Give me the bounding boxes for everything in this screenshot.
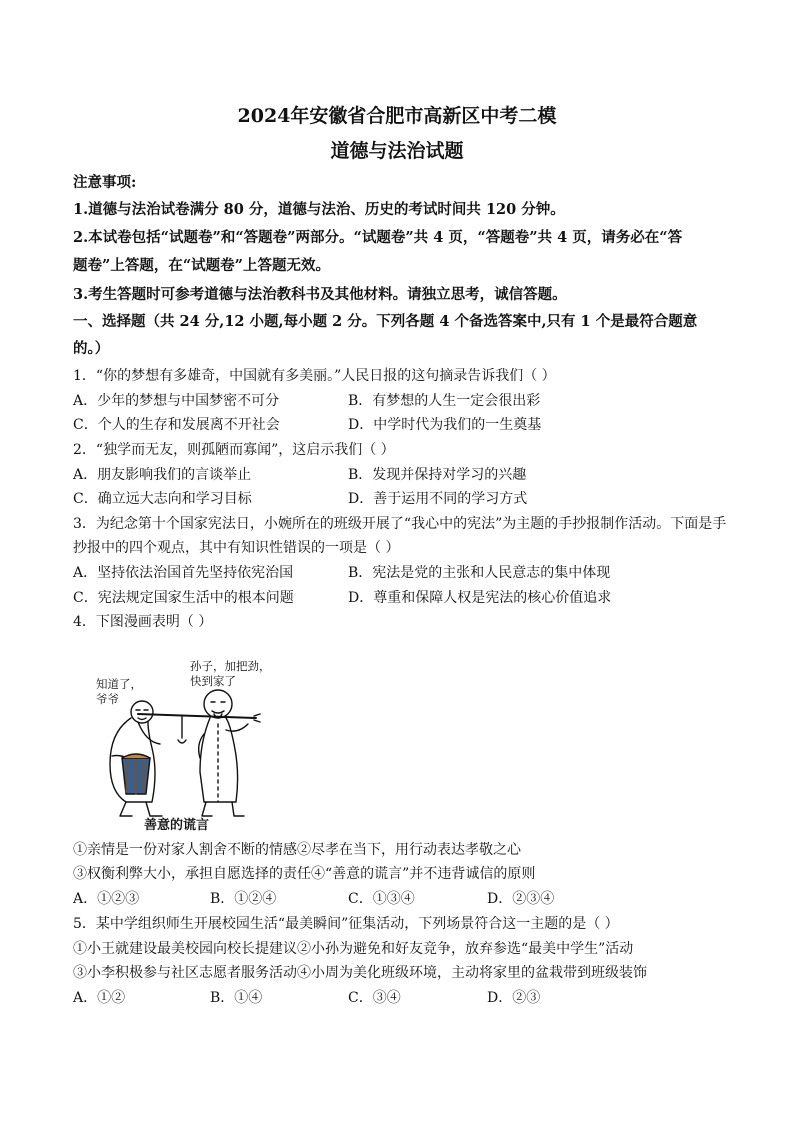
q1-option-a: A．少年的梦想与中国梦密不可分 — [73, 393, 280, 409]
q5-option-c: C．③④ — [348, 990, 401, 1006]
q1-option-c: C．个人的生存和发展离不开社会 — [73, 417, 280, 433]
exam-title: 2024年安徽省合肥市高新区中考二模 — [237, 105, 557, 127]
q4-option-c: C．①③④ — [348, 891, 415, 907]
q1-option-d: D．中学时代为我们的一生奠基 — [348, 417, 542, 433]
q4-statement-2: ③权衡利弊大小，承担自愿选择的责任④“善意的谎言”并不违背诚信的原则 — [73, 866, 536, 882]
cartoon-speech-grandson: 知道了， 爷爷 — [96, 677, 142, 706]
q2-option-a: A．朋友影响我们的言谈举止 — [73, 467, 252, 483]
q5-stem: 5．某中学组织师生开展校园生活“最美瞬间”征集活动，下列场景符合这一主题的是（ ） — [73, 916, 619, 932]
section-heading: 一、选择题（共 24 分,12 小题,每小题 2 分。下列各题 4 个备选答案中,只有 1 个是最符合题意 — [73, 313, 698, 330]
q2-option-d: D．善于运用不同的学习方式 — [348, 491, 528, 507]
notice-item-1: 1.道德与法治试卷满分 80 分，道德与法治、历史的考试时间共 120 分钟。 — [73, 201, 565, 218]
q5-option-a: A．①② — [73, 990, 126, 1006]
q4-option-d: D．②③④ — [487, 891, 555, 907]
q3-option-b: B．宪法是党的主张和人民意志的集中体现 — [348, 565, 611, 581]
q3-option-d: D．尊重和保障人权是宪法的核心价值追求 — [348, 590, 612, 606]
notice-item-2-cont: 题卷”上答题，在“试题卷”上答题无效。 — [73, 257, 331, 274]
q1-option-b: B．有梦想的人生一定会很出彩 — [348, 393, 541, 409]
cartoon-speech-grandpa: 孙子，加把劲， 快到家了 — [190, 659, 271, 688]
notice-item-2: 2.本试卷包括“试题卷”和“答题卷”两部分。“试题卷”共 4 页，“答题卷”共 4 页，请务必在“答 — [73, 229, 683, 246]
q2-option-c: C．确立远大志向和学习目标 — [73, 491, 252, 507]
q5-statement-1: ①小王就建设最美校园向校长提建议②小孙为避免和好友竞争，放弃参选“最美中学生”活动 — [73, 941, 634, 957]
q3-stem-cont: 抄报中的四个观点，其中有知识性错误的一项是（ ） — [73, 540, 400, 556]
q3-option-c: C．宪法规定国家生活中的根本问题 — [73, 590, 294, 606]
cartoon-caption: 善意的谎言 — [144, 818, 210, 833]
q3-option-a: A．坚持依法治国首先坚持依宪治国 — [73, 565, 294, 581]
section-heading-cont: 的。） — [73, 340, 110, 357]
q5-statement-2: ③小李积极参与社区志愿者服务活动④小周为美化班级环境，主动将家里的盆栽带到班级装饰 — [73, 965, 647, 981]
q4-option-b: B．①②④ — [210, 891, 277, 907]
q2-stem: 2．“独学而无友，则孤陋而寡闻”，这启示我们（ ） — [73, 442, 395, 458]
q2-option-b: B．发现并保持对学习的兴趣 — [348, 467, 527, 483]
q4-stem: 4．下图漫画表明（ ） — [73, 614, 213, 630]
notice-heading: 注意事项: — [73, 174, 137, 191]
q4-option-a: A．①②③ — [73, 891, 140, 907]
q4-statement-1: ①亲情是一份对家人割舍不断的情感②尽孝在当下，用行动表达孝敬之心 — [73, 842, 521, 858]
notice-item-3: 3.考生答题时可参考道德与法治教科书及其他材料。请独立思考，诚信答题。 — [73, 286, 567, 303]
q5-option-d: D．②③ — [487, 990, 541, 1006]
q3-stem: 3．为纪念第十个国家宪法日，小婉所在的班级开展了“我心中的宪法”为主题的手抄报制作活动。下面是手 — [73, 516, 727, 532]
cartoon-illustration — [86, 652, 286, 832]
q1-stem: 1．“你的梦想有多雄奇，中国就有多美丽。”人民日报的这句摘录告诉我们（ ） — [73, 368, 556, 384]
q5-option-b: B．①④ — [210, 990, 263, 1006]
exam-subtitle: 道德与法治试题 — [330, 140, 464, 162]
